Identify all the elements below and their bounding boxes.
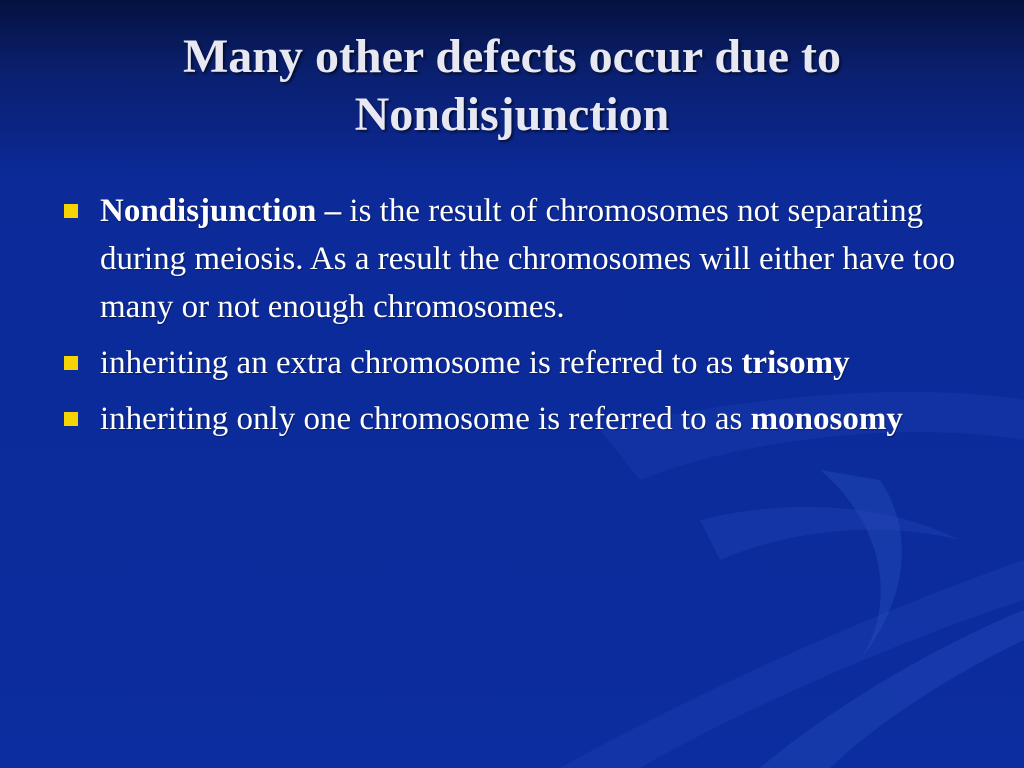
bullet-text: inheriting an extra chromosome is referred to as	[100, 345, 742, 381]
slide-title	[40, 28, 984, 144]
square-bullet-icon	[64, 204, 78, 218]
bullet-term: monosomy	[750, 401, 903, 437]
bullet-term: Nondisjunction –	[100, 193, 342, 229]
bullet-item-trisomy	[62, 339, 982, 387]
bullet-list	[62, 187, 982, 451]
bullet-item-monosomy	[62, 395, 982, 443]
square-bullet-icon	[64, 412, 78, 426]
title-line-1: Many other defects occur due to	[182, 30, 842, 83]
bullet-text: inheriting only one chromosome is referred to as	[100, 401, 751, 437]
bullet-term: trisomy	[741, 345, 850, 381]
square-bullet-icon	[64, 356, 78, 370]
bullet-text: is the result of chromosomes not separating during meiosis. As a result the chromosomes will either have too many or not enough chromosomes.	[100, 193, 956, 325]
bullet-item-nondisjunction	[62, 187, 982, 331]
title-line-2: Nondisjunction	[354, 88, 670, 141]
